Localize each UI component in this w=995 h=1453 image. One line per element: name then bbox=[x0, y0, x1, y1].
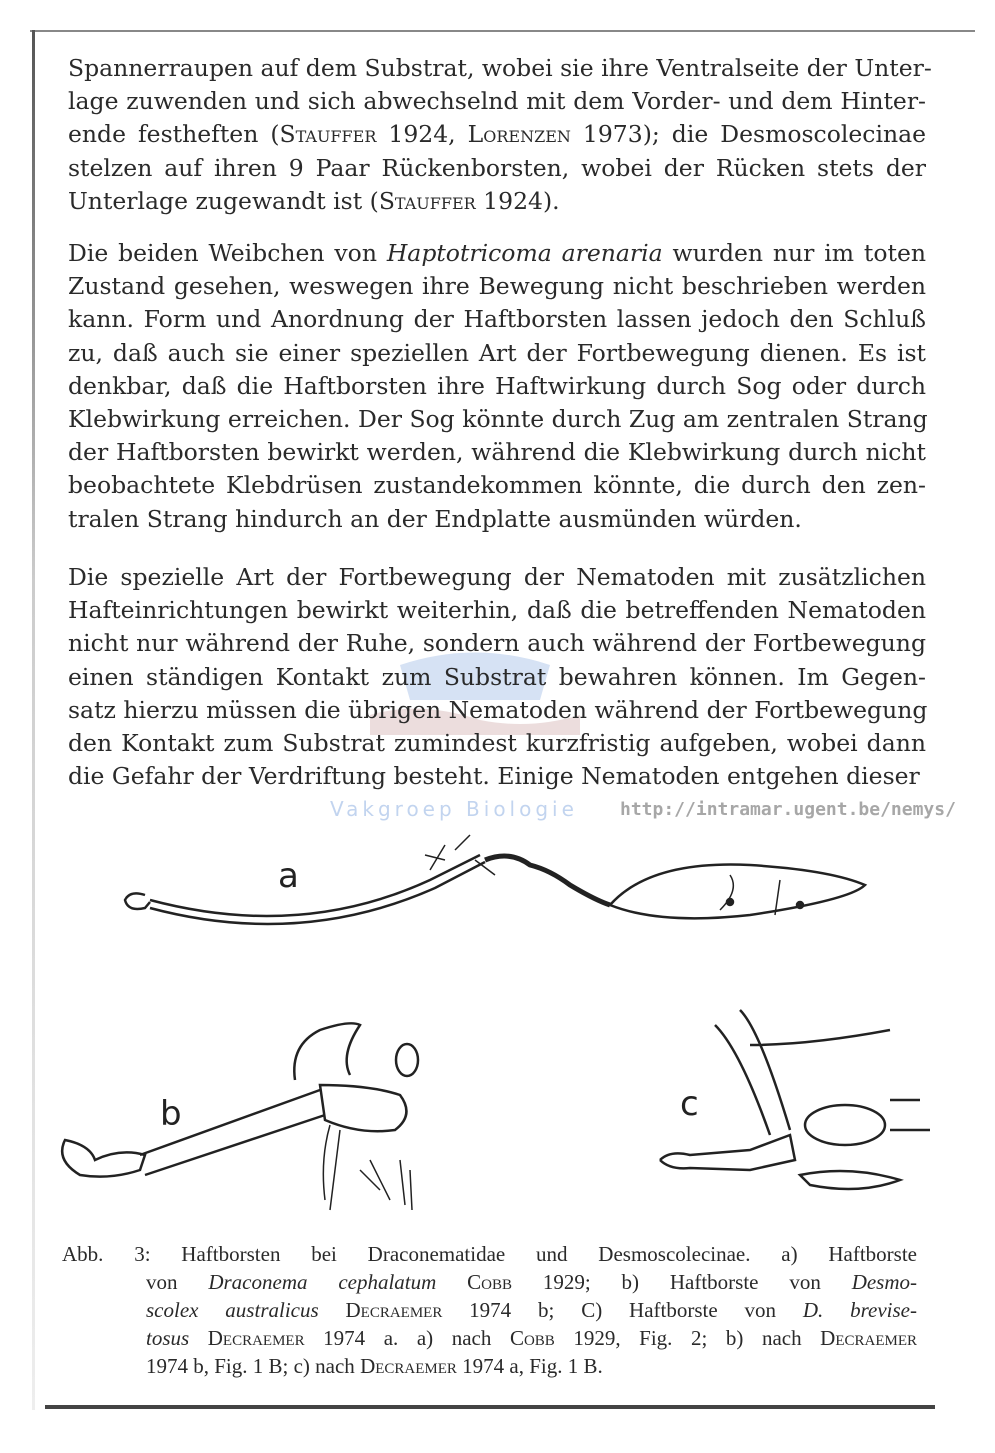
author-name: Decraemer bbox=[345, 1298, 443, 1322]
paragraph-3 bbox=[68, 561, 926, 793]
figure-haftborsten bbox=[50, 830, 950, 1230]
text-segment: beobachtete Klebdrüsen zustandekommen könnte, die durch den zen- bbox=[68, 471, 926, 500]
text-segment: 1924). bbox=[475, 186, 560, 215]
text-line bbox=[62, 1352, 917, 1380]
text-segment: Spannerraupen auf dem Substrat, wobei sie ihre Ventralseite der Unter- bbox=[68, 54, 932, 82]
text-line bbox=[62, 1324, 917, 1352]
paragraph-2 bbox=[68, 237, 926, 536]
text-line bbox=[62, 1268, 917, 1296]
text-line bbox=[68, 661, 926, 694]
italic-text: D. brevise- bbox=[802, 1298, 917, 1322]
text-segment: 1974 b; C) Haftborste von bbox=[442, 1298, 803, 1322]
text-line bbox=[68, 337, 926, 370]
text-segment: tralen Strang hindurch an der Endplatte ausmünden würden. bbox=[68, 504, 802, 533]
text-segment: ende festheften ( bbox=[68, 120, 280, 149]
italic-text: scolex australicus bbox=[146, 1298, 319, 1322]
text-line bbox=[68, 561, 926, 594]
text-segment: 1973); die Desmoscolecinae bbox=[570, 120, 927, 149]
text-segment: wurden nur im toten bbox=[662, 239, 926, 267]
text-line bbox=[68, 52, 932, 85]
figure-label-a: a bbox=[278, 856, 299, 896]
author-name: Decraemer bbox=[820, 1326, 917, 1350]
text-segment: 1924, bbox=[376, 120, 468, 149]
text-segment: satz hierzu müssen die übrigen Nematoden während der Fortbewegung bbox=[68, 695, 928, 724]
text-line bbox=[68, 627, 926, 660]
italic-text: Haptotricoma arenaria bbox=[386, 239, 663, 267]
author-name: Cobb bbox=[467, 1270, 513, 1294]
text-line bbox=[68, 694, 926, 727]
figure-caption bbox=[62, 1240, 917, 1380]
text-segment: Hafteinrichtungen bewirkt weiterhin, daß die betreffenden Nematoden bbox=[68, 596, 926, 625]
text-line bbox=[68, 237, 926, 270]
text-line bbox=[68, 85, 926, 118]
text-line bbox=[68, 185, 926, 218]
text-line bbox=[68, 403, 926, 436]
text-segment: Zustand gesehen, weswegen ihre Bewegung nicht beschrieben werden bbox=[68, 272, 926, 301]
text-segment: zu, daß auch sie einer speziellen Art der Fortbewegung dienen. Es ist bbox=[68, 338, 926, 367]
author-name: Decraemer bbox=[360, 1354, 457, 1378]
text-line bbox=[68, 118, 926, 151]
italic-text: Draconema cephalatum bbox=[208, 1270, 437, 1294]
watermark-logo-text: Vakgroep Biologie bbox=[330, 797, 578, 821]
figure-label-c: c bbox=[680, 1084, 699, 1124]
text-segment: Die spezielle Art der Fortbewegung der Nematoden mit zusätzlichen bbox=[68, 563, 926, 591]
text-segment: 1974 a, Fig. 1 B. bbox=[456, 1354, 603, 1378]
text-segment: Abb. 3: Haftborsten bei Draconematidae und Desmoscolecinae. a) Haftborste bbox=[62, 1242, 917, 1266]
text-segment bbox=[189, 1326, 208, 1350]
text-line bbox=[68, 760, 926, 793]
text-line bbox=[62, 1296, 917, 1324]
text-segment: Die beiden Weibchen von bbox=[68, 239, 387, 267]
author-name: Decraemer bbox=[207, 1326, 305, 1350]
text-segment: von bbox=[146, 1270, 209, 1294]
scan-edge-bottom bbox=[45, 1405, 935, 1409]
text-segment: Unterlage zugewandt ist ( bbox=[68, 186, 379, 215]
text-segment: 1974 b, Fig. 1 B; c) nach bbox=[146, 1354, 361, 1378]
text-segment: lage zuwenden und sich abwechselnd mit dem Vorder- und dem Hinter- bbox=[68, 87, 926, 116]
text-segment: 1929, Fig. 2; b) nach bbox=[554, 1326, 821, 1350]
text-segment: kann. Form und Anordnung der Haftborsten lassen jedoch den Schluß bbox=[68, 305, 926, 334]
text-line bbox=[68, 503, 926, 536]
text-line bbox=[68, 152, 926, 185]
text-line bbox=[68, 270, 926, 303]
text-line bbox=[68, 727, 926, 760]
paragraph-1 bbox=[68, 52, 932, 218]
text-line bbox=[62, 1240, 917, 1268]
text-line bbox=[68, 303, 926, 336]
text-segment bbox=[436, 1270, 467, 1294]
text-segment bbox=[319, 1298, 346, 1322]
scan-edge-left bbox=[32, 30, 35, 1410]
text-segment: 1974 a. a) nach bbox=[304, 1326, 510, 1350]
italic-text: tosus bbox=[146, 1326, 190, 1350]
text-segment: nicht nur während der Ruhe, sondern auch während der Fortbewegung bbox=[68, 629, 926, 658]
scan-edge-top bbox=[30, 30, 975, 32]
author-name: Lorenzen bbox=[467, 120, 571, 149]
text-segment: der Haftborsten bewirkt werden, während die Klebwirkung durch nicht bbox=[68, 438, 926, 467]
text-segment: 1929; b) Haftborste von bbox=[512, 1270, 852, 1294]
text-segment: die Gefahr der Verdriftung besteht. Einige Nematoden entgehen dieser bbox=[68, 762, 920, 791]
drawing-b bbox=[62, 1023, 418, 1210]
text-segment: den Kontakt zum Substrat zumindest kurzfristig aufgeben, wobei dann bbox=[68, 728, 926, 757]
text-segment: einen ständigen Kontakt zum Substrat bewahren können. Im Gegen- bbox=[68, 662, 926, 691]
text-segment: stelzen auf ihren 9 Paar Rückenborsten, wobei der Rücken stets der bbox=[68, 153, 926, 182]
text-line bbox=[68, 594, 926, 627]
text-line bbox=[68, 370, 926, 403]
text-segment: denkbar, daß die Haftborsten ihre Haftwirkung durch Sog oder durch bbox=[68, 371, 926, 400]
author-name: Stauffer bbox=[279, 120, 377, 149]
drawing-a bbox=[125, 835, 865, 924]
text-segment: Klebwirkung erreichen. Der Sog könnte durch Zug am zentralen Strang bbox=[68, 404, 928, 433]
drawing-c bbox=[660, 1010, 930, 1189]
author-name: Stauffer bbox=[378, 186, 476, 215]
text-line bbox=[68, 436, 926, 469]
italic-text: Desmo- bbox=[851, 1270, 918, 1294]
author-name: Cobb bbox=[509, 1326, 555, 1350]
text-line bbox=[68, 469, 926, 502]
figure-label-b: b bbox=[160, 1094, 182, 1134]
watermark-url: http://intramar.ugent.be/nemys/ bbox=[620, 799, 956, 820]
